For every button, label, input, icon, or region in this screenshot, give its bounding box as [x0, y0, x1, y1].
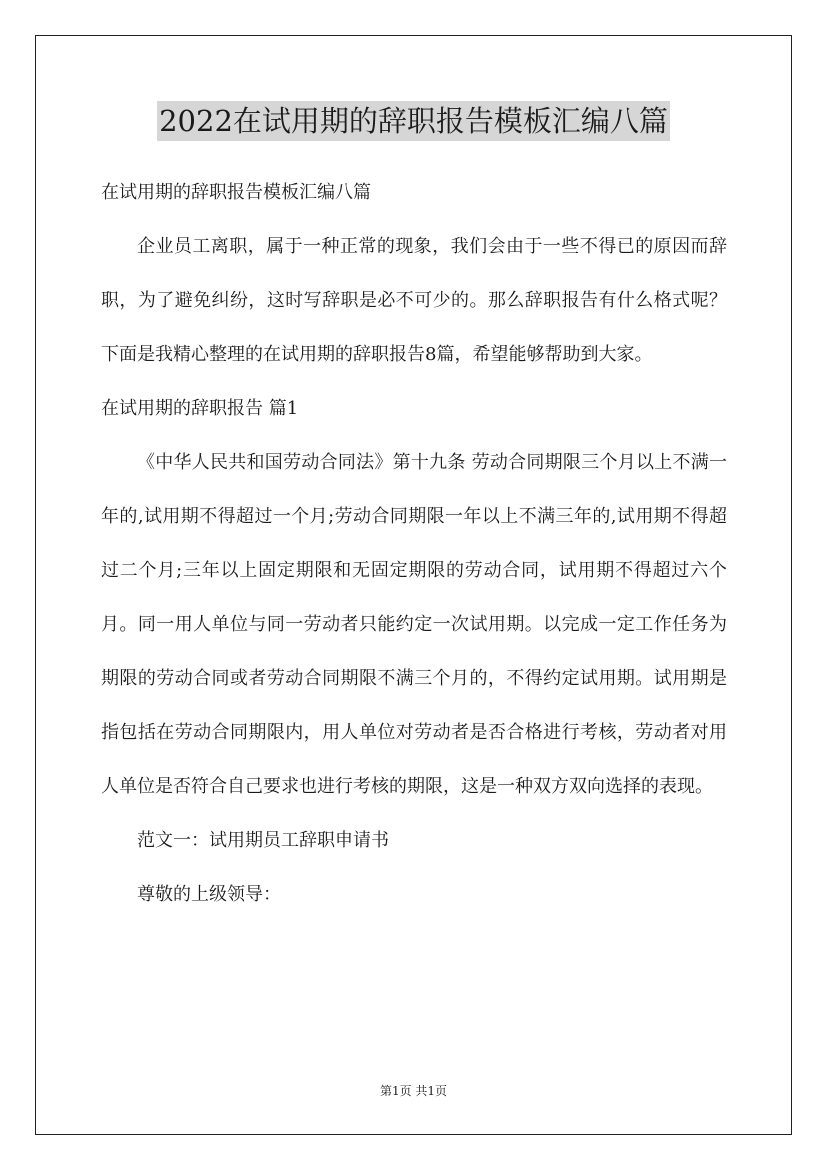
section-heading: 在试用期的辞职报告 篇1 [101, 398, 299, 419]
salutation: 尊敬的上级领导： [137, 884, 281, 905]
subtitle-paragraph: 在试用期的辞职报告模板汇编八篇 [101, 182, 371, 203]
title-container [0, 101, 827, 141]
document-body [101, 166, 727, 922]
document-title: 2022在试用期的辞职报告模板汇编八篇 [157, 101, 670, 141]
sample-heading: 范文一：试用期员工辞职申请书 [137, 830, 389, 851]
law-paragraph: 《中华人民共和国劳动合同法》第十九条 劳动合同期限三个月以上不满一年的,试用期不得超过一个月;劳动合同期限一年以上不满三年的,试用期不得超过二个月;三年以上固定期限和无固定期限的劳动合同，试用期不得超过六个月。同一用人单位与同一劳动者只能约定一次试用期。以完成一定工作任务为期限的劳动合同或者劳动合同期限不满三个月的，不得约定试用期。试用期是指包括在劳动合同期限内，用人单位对劳动者是否合格进行考核，劳动者对用人单位是否符合自己要求也进行考核的期限，这是一种双方双向选择的表现。 [101, 452, 727, 797]
intro-paragraph: 企业员工离职，属于一种正常的现象，我们会由于一些不得已的原因而辞职，为了避免纠纷，这时写辞职是必不可少的。那么辞职报告有什么格式呢？下面是我精心整理的在试用期的辞职报告8篇，希望能够帮助到大家。 [101, 236, 727, 365]
page-footer: 第1页 共1页 [379, 1084, 448, 1098]
